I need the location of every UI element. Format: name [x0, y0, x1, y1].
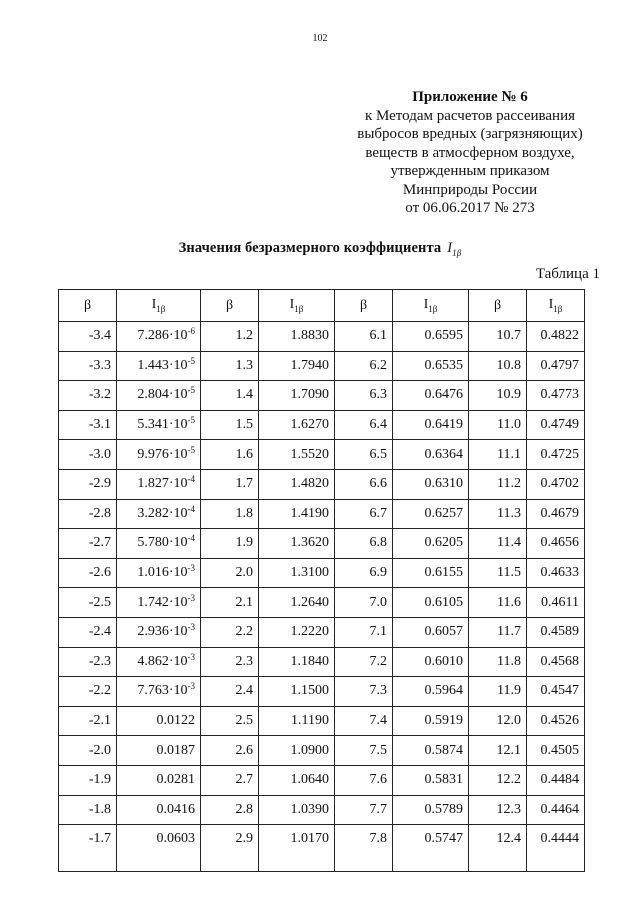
beta-cell: 7.2 — [335, 647, 393, 677]
beta-cell: 6.2 — [335, 351, 393, 381]
coefficient-cell: 1.7090 — [259, 381, 335, 411]
coefficient-cell: 0.6595 — [393, 322, 469, 352]
coefficient-cell: 0.4444 — [527, 825, 585, 872]
beta-cell: 12.3 — [469, 795, 527, 825]
beta-cell: 6.9 — [335, 558, 393, 588]
coefficient-cell: 0.0281 — [117, 765, 201, 795]
coefficient-cell: 0.0603 — [117, 825, 201, 872]
beta-cell: 11.9 — [469, 677, 527, 707]
beta-cell: 7.7 — [335, 795, 393, 825]
table-row — [59, 351, 585, 381]
beta-cell: 11.4 — [469, 529, 527, 559]
page-number: 102 — [312, 33, 328, 44]
beta-cell: 1.6 — [201, 440, 259, 470]
coefficient-cell: 1.7940 — [259, 351, 335, 381]
table-header-row — [59, 290, 585, 322]
beta-cell: 2.5 — [201, 706, 259, 736]
beta-cell: 11.8 — [469, 647, 527, 677]
coefficient-cell: $9.976\cdot 10^{-5}$ — [117, 440, 201, 470]
appendix-block — [340, 88, 600, 218]
beta-cell: 12.2 — [469, 765, 527, 795]
coefficient-cell: $2.936\cdot 10^{-3}$ — [117, 617, 201, 647]
coefficient-cell: $3.282\cdot 10^{-4}$ — [117, 499, 201, 529]
coefficient-cell: 0.0122 — [117, 706, 201, 736]
document-title — [0, 240, 640, 258]
coefficient-cell: 1.2640 — [259, 588, 335, 618]
coefficient-cell: 0.5831 — [393, 765, 469, 795]
beta-cell: 6.3 — [335, 381, 393, 411]
coefficient-cell: 1.6270 — [259, 410, 335, 440]
coefficient-cell: $1.742\cdot 10^{-3}$ — [117, 588, 201, 618]
beta-cell: 11.3 — [469, 499, 527, 529]
table-row — [59, 588, 585, 618]
beta-cell: -1.9 — [59, 765, 117, 795]
beta-cell: 2.3 — [201, 647, 259, 677]
coefficient-cell: 0.6419 — [393, 410, 469, 440]
header-beta: β — [59, 290, 117, 322]
coefficient-cell: 0.5919 — [393, 706, 469, 736]
beta-cell: 2.9 — [201, 825, 259, 872]
beta-cell: -2.6 — [59, 558, 117, 588]
beta-cell: -2.9 — [59, 469, 117, 499]
beta-cell: 11.2 — [469, 469, 527, 499]
coefficient-table — [58, 289, 585, 872]
coefficient-cell: 0.6057 — [393, 617, 469, 647]
coefficient-cell: 0.5747 — [393, 825, 469, 872]
appendix-line: веществ в атмосферном воздухе, — [365, 144, 575, 161]
beta-cell: -3.3 — [59, 351, 117, 381]
coefficient-cell: 1.0170 — [259, 825, 335, 872]
coefficient-cell: $2.804\cdot 10^{-5}$ — [117, 381, 201, 411]
coefficient-cell: 0.4749 — [527, 410, 585, 440]
beta-cell: 7.0 — [335, 588, 393, 618]
beta-cell: -2.1 — [59, 706, 117, 736]
beta-cell: 1.7 — [201, 469, 259, 499]
beta-cell: 7.1 — [335, 617, 393, 647]
coefficient-cell: 0.6010 — [393, 647, 469, 677]
beta-cell: 12.4 — [469, 825, 527, 872]
coefficient-cell: 1.1190 — [259, 706, 335, 736]
coefficient-cell: 0.4679 — [527, 499, 585, 529]
coefficient-cell: 0.4702 — [527, 469, 585, 499]
beta-cell: 2.0 — [201, 558, 259, 588]
beta-cell: -2.7 — [59, 529, 117, 559]
header-beta: β — [469, 290, 527, 322]
coefficient-cell: 0.6257 — [393, 499, 469, 529]
coefficient-cell: 0.5789 — [393, 795, 469, 825]
beta-cell: 1.9 — [201, 529, 259, 559]
appendix-line: утвержденным приказом — [390, 163, 550, 179]
beta-cell: 6.5 — [335, 440, 393, 470]
header-coefficient: $I_{1\beta}$ — [393, 290, 469, 322]
coefficient-cell: 0.6155 — [393, 558, 469, 588]
beta-cell: 10.7 — [469, 322, 527, 352]
beta-cell: 11.7 — [469, 617, 527, 647]
beta-cell: 7.8 — [335, 825, 393, 872]
appendix-line: выбросов вредных (загрязняющих) — [357, 126, 583, 142]
coefficient-cell: 0.4773 — [527, 381, 585, 411]
coefficient-cell: $5.341\cdot 10^{-5}$ — [117, 410, 201, 440]
beta-cell: 11.5 — [469, 558, 527, 588]
table-row — [59, 825, 585, 872]
beta-cell: 6.7 — [335, 499, 393, 529]
coefficient-cell: 0.4547 — [527, 677, 585, 707]
table-row — [59, 647, 585, 677]
beta-cell: 7.6 — [335, 765, 393, 795]
beta-cell: 6.6 — [335, 469, 393, 499]
coefficient-cell: 1.4820 — [259, 469, 335, 499]
coefficient-cell: 0.4725 — [527, 440, 585, 470]
coefficient-cell: 1.3620 — [259, 529, 335, 559]
coefficient-cell: 0.4589 — [527, 617, 585, 647]
header-beta: β — [201, 290, 259, 322]
coefficient-cell: 0.6364 — [393, 440, 469, 470]
beta-cell: 2.1 — [201, 588, 259, 618]
beta-cell: 7.5 — [335, 736, 393, 766]
coefficient-cell: 0.4568 — [527, 647, 585, 677]
coefficient-cell: 0.4633 — [527, 558, 585, 588]
beta-cell: 1.8 — [201, 499, 259, 529]
coefficient-cell: 1.0640 — [259, 765, 335, 795]
coefficient-cell: $7.286\cdot 10^{-6}$ — [117, 322, 201, 352]
coefficient-cell: 0.5964 — [393, 677, 469, 707]
coefficient-cell: 0.0416 — [117, 795, 201, 825]
beta-cell: -3.1 — [59, 410, 117, 440]
coefficient-cell: 0.4464 — [527, 795, 585, 825]
coefficient-cell: $5.780\cdot 10^{-4}$ — [117, 529, 201, 559]
coefficient-cell: 0.6105 — [393, 588, 469, 618]
beta-cell: -2.0 — [59, 736, 117, 766]
beta-cell: 11.0 — [469, 410, 527, 440]
coefficient-cell: $4.862\cdot 10^{-3}$ — [117, 647, 201, 677]
table-row — [59, 469, 585, 499]
coefficient-cell: 0.4505 — [527, 736, 585, 766]
coefficient-cell: 1.0900 — [259, 736, 335, 766]
coefficient-cell: 0.6476 — [393, 381, 469, 411]
table-row — [59, 410, 585, 440]
beta-cell: -2.4 — [59, 617, 117, 647]
beta-cell: 2.8 — [201, 795, 259, 825]
document-title-text: Значения безразмерного коэффициента — [178, 240, 442, 256]
appendix-line: от 06.06.2017 № 273 — [405, 200, 535, 216]
table-row — [59, 381, 585, 411]
beta-cell: 2.4 — [201, 677, 259, 707]
coefficient-cell: $1.016\cdot 10^{-3}$ — [117, 558, 201, 588]
coefficient-cell: 1.3100 — [259, 558, 335, 588]
beta-cell: 6.8 — [335, 529, 393, 559]
beta-cell: -1.8 — [59, 795, 117, 825]
table-body — [59, 322, 585, 872]
beta-cell: 10.9 — [469, 381, 527, 411]
coefficient-cell: 0.4526 — [527, 706, 585, 736]
header-coefficient: $I_{1\beta}$ — [117, 290, 201, 322]
table-row — [59, 677, 585, 707]
table-row — [59, 558, 585, 588]
coefficient-cell: 1.1500 — [259, 677, 335, 707]
beta-cell: -3.0 — [59, 440, 117, 470]
beta-cell: -3.2 — [59, 381, 117, 411]
beta-cell: 7.3 — [335, 677, 393, 707]
beta-cell: 11.6 — [469, 588, 527, 618]
coefficient-cell: $1.443\cdot 10^{-5}$ — [117, 351, 201, 381]
coefficient-cell: 0.4797 — [527, 351, 585, 381]
coefficient-cell: 1.4190 — [259, 499, 335, 529]
beta-cell: -3.4 — [59, 322, 117, 352]
header-beta: β — [335, 290, 393, 322]
beta-cell: 7.4 — [335, 706, 393, 736]
coefficient-cell: 0.5874 — [393, 736, 469, 766]
coefficient-cell: 1.1840 — [259, 647, 335, 677]
table-row — [59, 499, 585, 529]
coefficient-cell: 1.2220 — [259, 617, 335, 647]
header-coefficient: $I_{1\beta}$ — [527, 290, 585, 322]
table-row — [59, 529, 585, 559]
beta-cell: -2.3 — [59, 647, 117, 677]
beta-cell: 6.1 — [335, 322, 393, 352]
beta-cell: 6.4 — [335, 410, 393, 440]
coefficient-cell: 0.6535 — [393, 351, 469, 381]
coefficient-cell: 0.4484 — [527, 765, 585, 795]
beta-cell: -2.8 — [59, 499, 117, 529]
coefficient-cell: 1.0390 — [259, 795, 335, 825]
table-label: Таблица 1 — [535, 266, 600, 282]
coefficient-symbol: $I_{1\beta}$ — [447, 240, 462, 258]
coefficient-cell: 1.5520 — [259, 440, 335, 470]
coefficient-cell: 0.4656 — [527, 529, 585, 559]
beta-cell: 1.4 — [201, 381, 259, 411]
beta-cell: 2.6 — [201, 736, 259, 766]
beta-cell: 12.0 — [469, 706, 527, 736]
coefficient-cell: 0.4822 — [527, 322, 585, 352]
coefficient-cell: $7.763\cdot 10^{-3}$ — [117, 677, 201, 707]
beta-cell: 1.5 — [201, 410, 259, 440]
beta-cell: 1.3 — [201, 351, 259, 381]
header-coefficient: $I_{1\beta}$ — [259, 290, 335, 322]
table-row — [59, 617, 585, 647]
coefficient-cell: 0.0187 — [117, 736, 201, 766]
coefficient-cell: 0.6310 — [393, 469, 469, 499]
table-row — [59, 706, 585, 736]
table-row — [59, 322, 585, 352]
beta-cell: 10.8 — [469, 351, 527, 381]
coefficient-cell: $1.827\cdot 10^{-4}$ — [117, 469, 201, 499]
beta-cell: 2.2 — [201, 617, 259, 647]
beta-cell: -2.5 — [59, 588, 117, 618]
beta-cell: 12.1 — [469, 736, 527, 766]
coefficient-cell: 0.4611 — [527, 588, 585, 618]
beta-cell: -1.7 — [59, 825, 117, 872]
coefficient-cell: 0.6205 — [393, 529, 469, 559]
appendix-line: Минприроды России — [402, 181, 538, 198]
beta-cell: -2.2 — [59, 677, 117, 707]
coefficient-cell: 1.8830 — [259, 322, 335, 352]
appendix-line: к Методам расчетов рассеивания — [364, 107, 576, 124]
appendix-title: Приложение № 6 — [412, 89, 528, 105]
table-row — [59, 440, 585, 470]
beta-cell: 2.7 — [201, 765, 259, 795]
beta-cell: 1.2 — [201, 322, 259, 352]
beta-cell: 11.1 — [469, 440, 527, 470]
table-row — [59, 795, 585, 825]
table-row — [59, 736, 585, 766]
table-row — [59, 765, 585, 795]
